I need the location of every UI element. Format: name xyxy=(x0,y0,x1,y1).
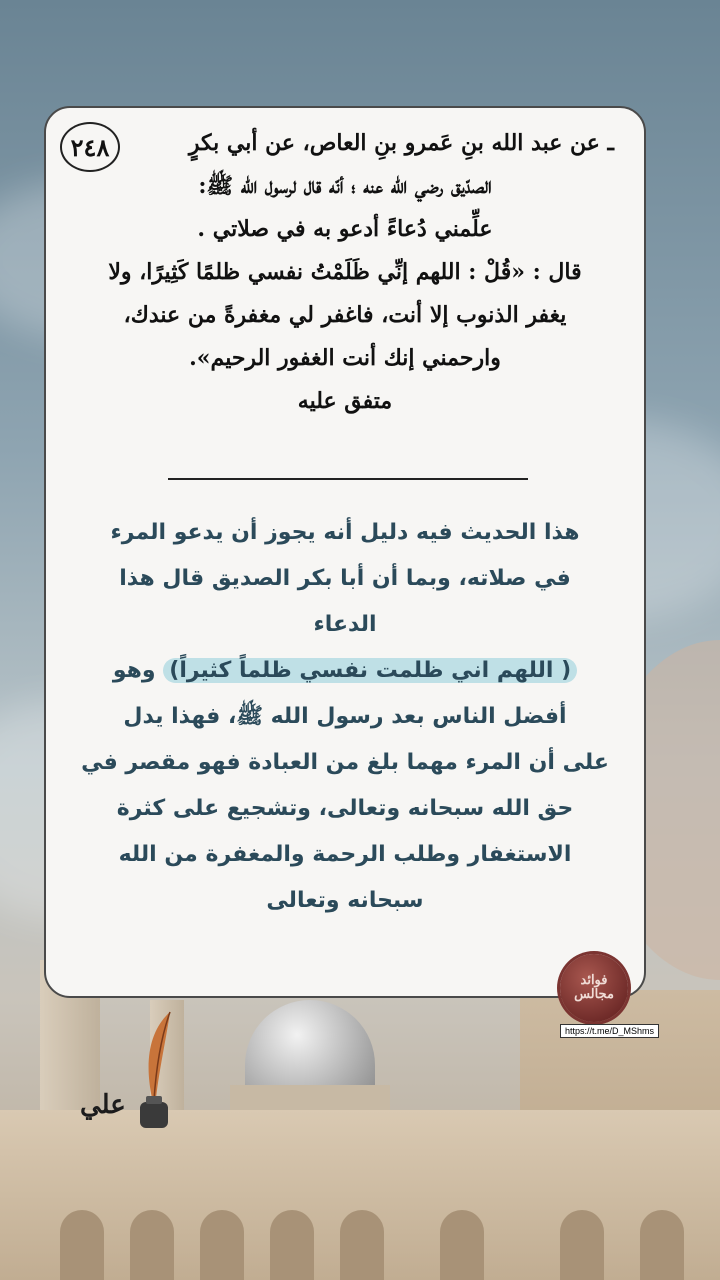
explanation-text xyxy=(76,510,614,924)
mosque-building xyxy=(0,1110,720,1280)
explanation-line: سبحانه وتعالى xyxy=(266,888,424,913)
arch xyxy=(640,1210,684,1280)
arch xyxy=(270,1210,314,1280)
channel-link[interactable]: https://t.me/D_MShms xyxy=(560,1024,659,1038)
signature: علي xyxy=(80,1090,126,1120)
hadith-line: قال : «قُلْ : اللهم إنِّي ظَلَمْتُ نفسي ظلمًا كَثِيرًا، ولا xyxy=(108,259,582,285)
hadith-line: يغفر الذنوب إلا أنت، فاغفر لي مغفرةً من عندك، xyxy=(123,302,567,328)
arch xyxy=(130,1210,174,1280)
explanation-line: الاستغفار وطلب الرحمة والمغفرة من الله xyxy=(118,842,572,867)
hadith-source: متفق عليه xyxy=(297,388,393,414)
explanation-line: حق الله سبحانه وتعالى، وتشجيع على كثرة xyxy=(116,796,574,821)
hadith-card xyxy=(44,106,646,998)
divider xyxy=(168,478,528,480)
explanation-line: هذا الحديث فيه دليل أنه يجوز أن يدعو المرء xyxy=(110,520,580,545)
hadith-text xyxy=(76,122,614,423)
quill-inkwell-icon xyxy=(130,1010,180,1130)
wax-seal-logo: فوائد مجالس xyxy=(560,954,628,1022)
hadith-line: وارحمني إنك أنت الغفور الرحيم». xyxy=(189,345,501,371)
arch xyxy=(560,1210,604,1280)
explanation-line xyxy=(76,648,614,694)
hadith-line: علِّمني دُعاءً أدعو به في صلاتي . xyxy=(197,216,493,242)
explanation-line: على أن المرء مهما بلغ من العبادة فهو مقصر في xyxy=(81,750,609,775)
hadith-line: ـ عن عبد الله بنِ عَمرو بنِ العاص، عن أبي بكرٍ xyxy=(188,130,614,156)
explanation-line: الدعاء xyxy=(313,612,377,637)
explanation-fragment: وهو xyxy=(112,658,164,683)
hadith-line: الصدّيق رضي الله عنه ؛ أنّه قال لرسول الله ﷺ: xyxy=(198,173,492,199)
arch xyxy=(440,1210,484,1280)
explanation-line: في صلاته، وبما أن أبا بكر الصديق قال هذا xyxy=(119,566,571,591)
arch xyxy=(60,1210,104,1280)
highlighted-dua: ( اللهم اني ظلمت نفسي ظلماً كثيراً) xyxy=(163,658,577,683)
explanation-line: أفضل الناس بعد رسول الله ﷺ، فهذا يدل xyxy=(123,704,567,729)
arch xyxy=(200,1210,244,1280)
arch xyxy=(340,1210,384,1280)
hadith-number: ٢٤٨ xyxy=(60,122,120,172)
